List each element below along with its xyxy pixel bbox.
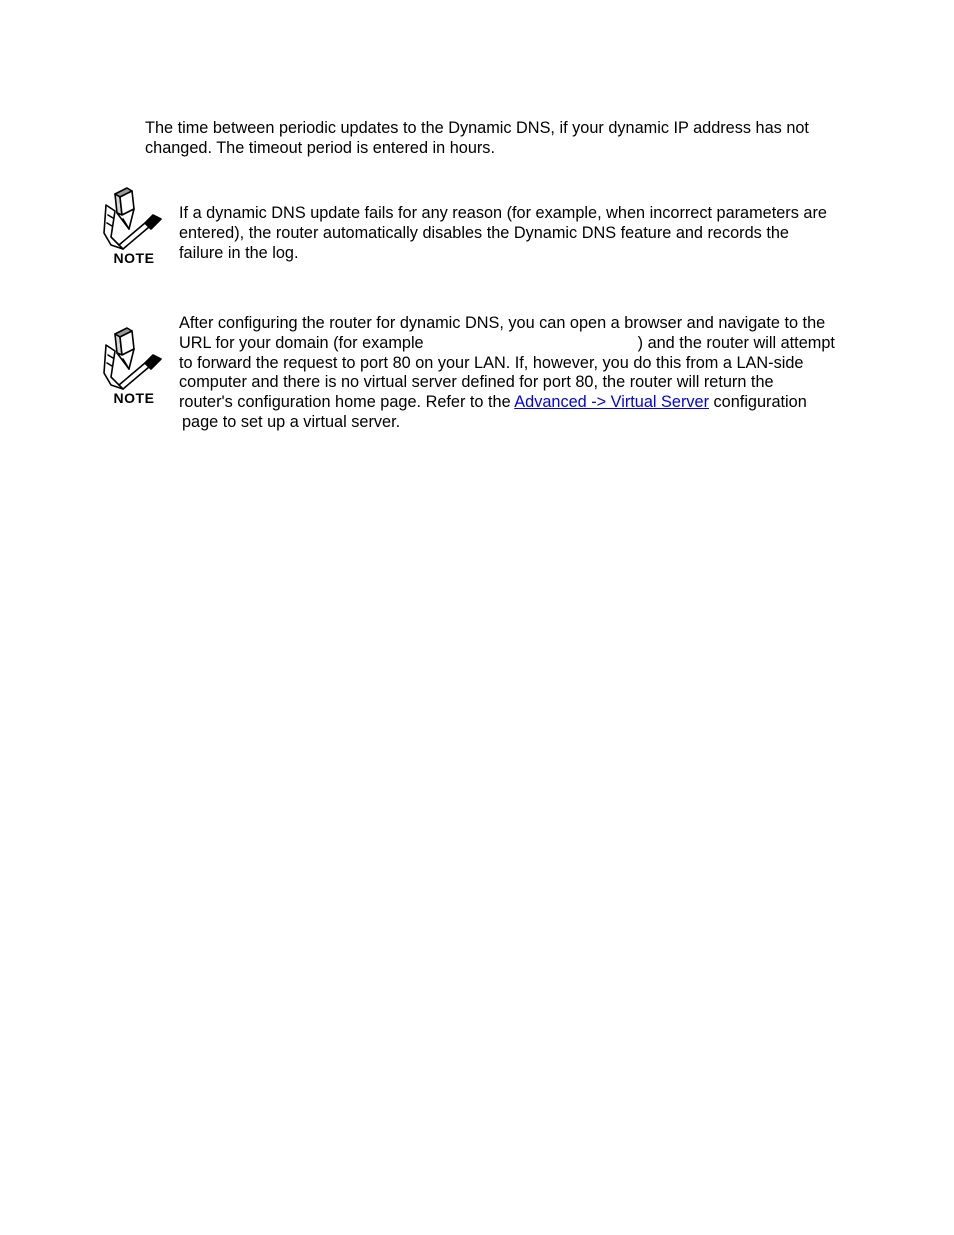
note-2-line-4: computer and there is no virtual server defined for port 80, the router will return the (179, 373, 774, 392)
virtual-server-link[interactable]: Advanced -> Virtual Server (514, 393, 710, 412)
note-pencil-icon (101, 325, 167, 407)
note-1-line-2: entered), the router automatically disables the Dynamic DNS feature and records the (179, 223, 789, 242)
note-pencil-icon (101, 185, 167, 267)
note-2-line-2-end: ) and the router will attempt (637, 333, 835, 352)
note-1-line-3: failure in the log. (179, 243, 299, 262)
note-2-line-5-end: configuration (709, 393, 807, 412)
note-2-line-6: page to set up a virtual server. (182, 412, 401, 431)
intro-paragraph (145, 119, 865, 159)
note-2-line-3: to forward the request to port 80 on your LAN. If, however, you do this from a LAN-side (179, 353, 804, 372)
intro-line-1: The time between periodic updates to the Dynamic DNS, if your dynamic IP address has not (145, 119, 809, 137)
note-2-line-5 (179, 393, 879, 413)
note-1-line-1: If a dynamic DNS update fails for any reason (for example, when incorrect parameters are (179, 204, 827, 222)
note-2-text (179, 314, 879, 433)
note-label: NOTE (113, 390, 155, 406)
note-label: NOTE (113, 250, 155, 266)
note-2-line-1: After configuring the router for dynamic DNS, you can open a browser and navigate to the (179, 314, 826, 332)
note-2-line-5-start: router's configuration home page. Refer to the (179, 393, 515, 412)
intro-line-2: changed. The timeout period is entered in hours. (145, 138, 495, 157)
note-2-line-2-start: URL for your domain (for example (179, 333, 424, 352)
note-1-text (179, 204, 879, 263)
note-2-line-2 (179, 334, 879, 354)
